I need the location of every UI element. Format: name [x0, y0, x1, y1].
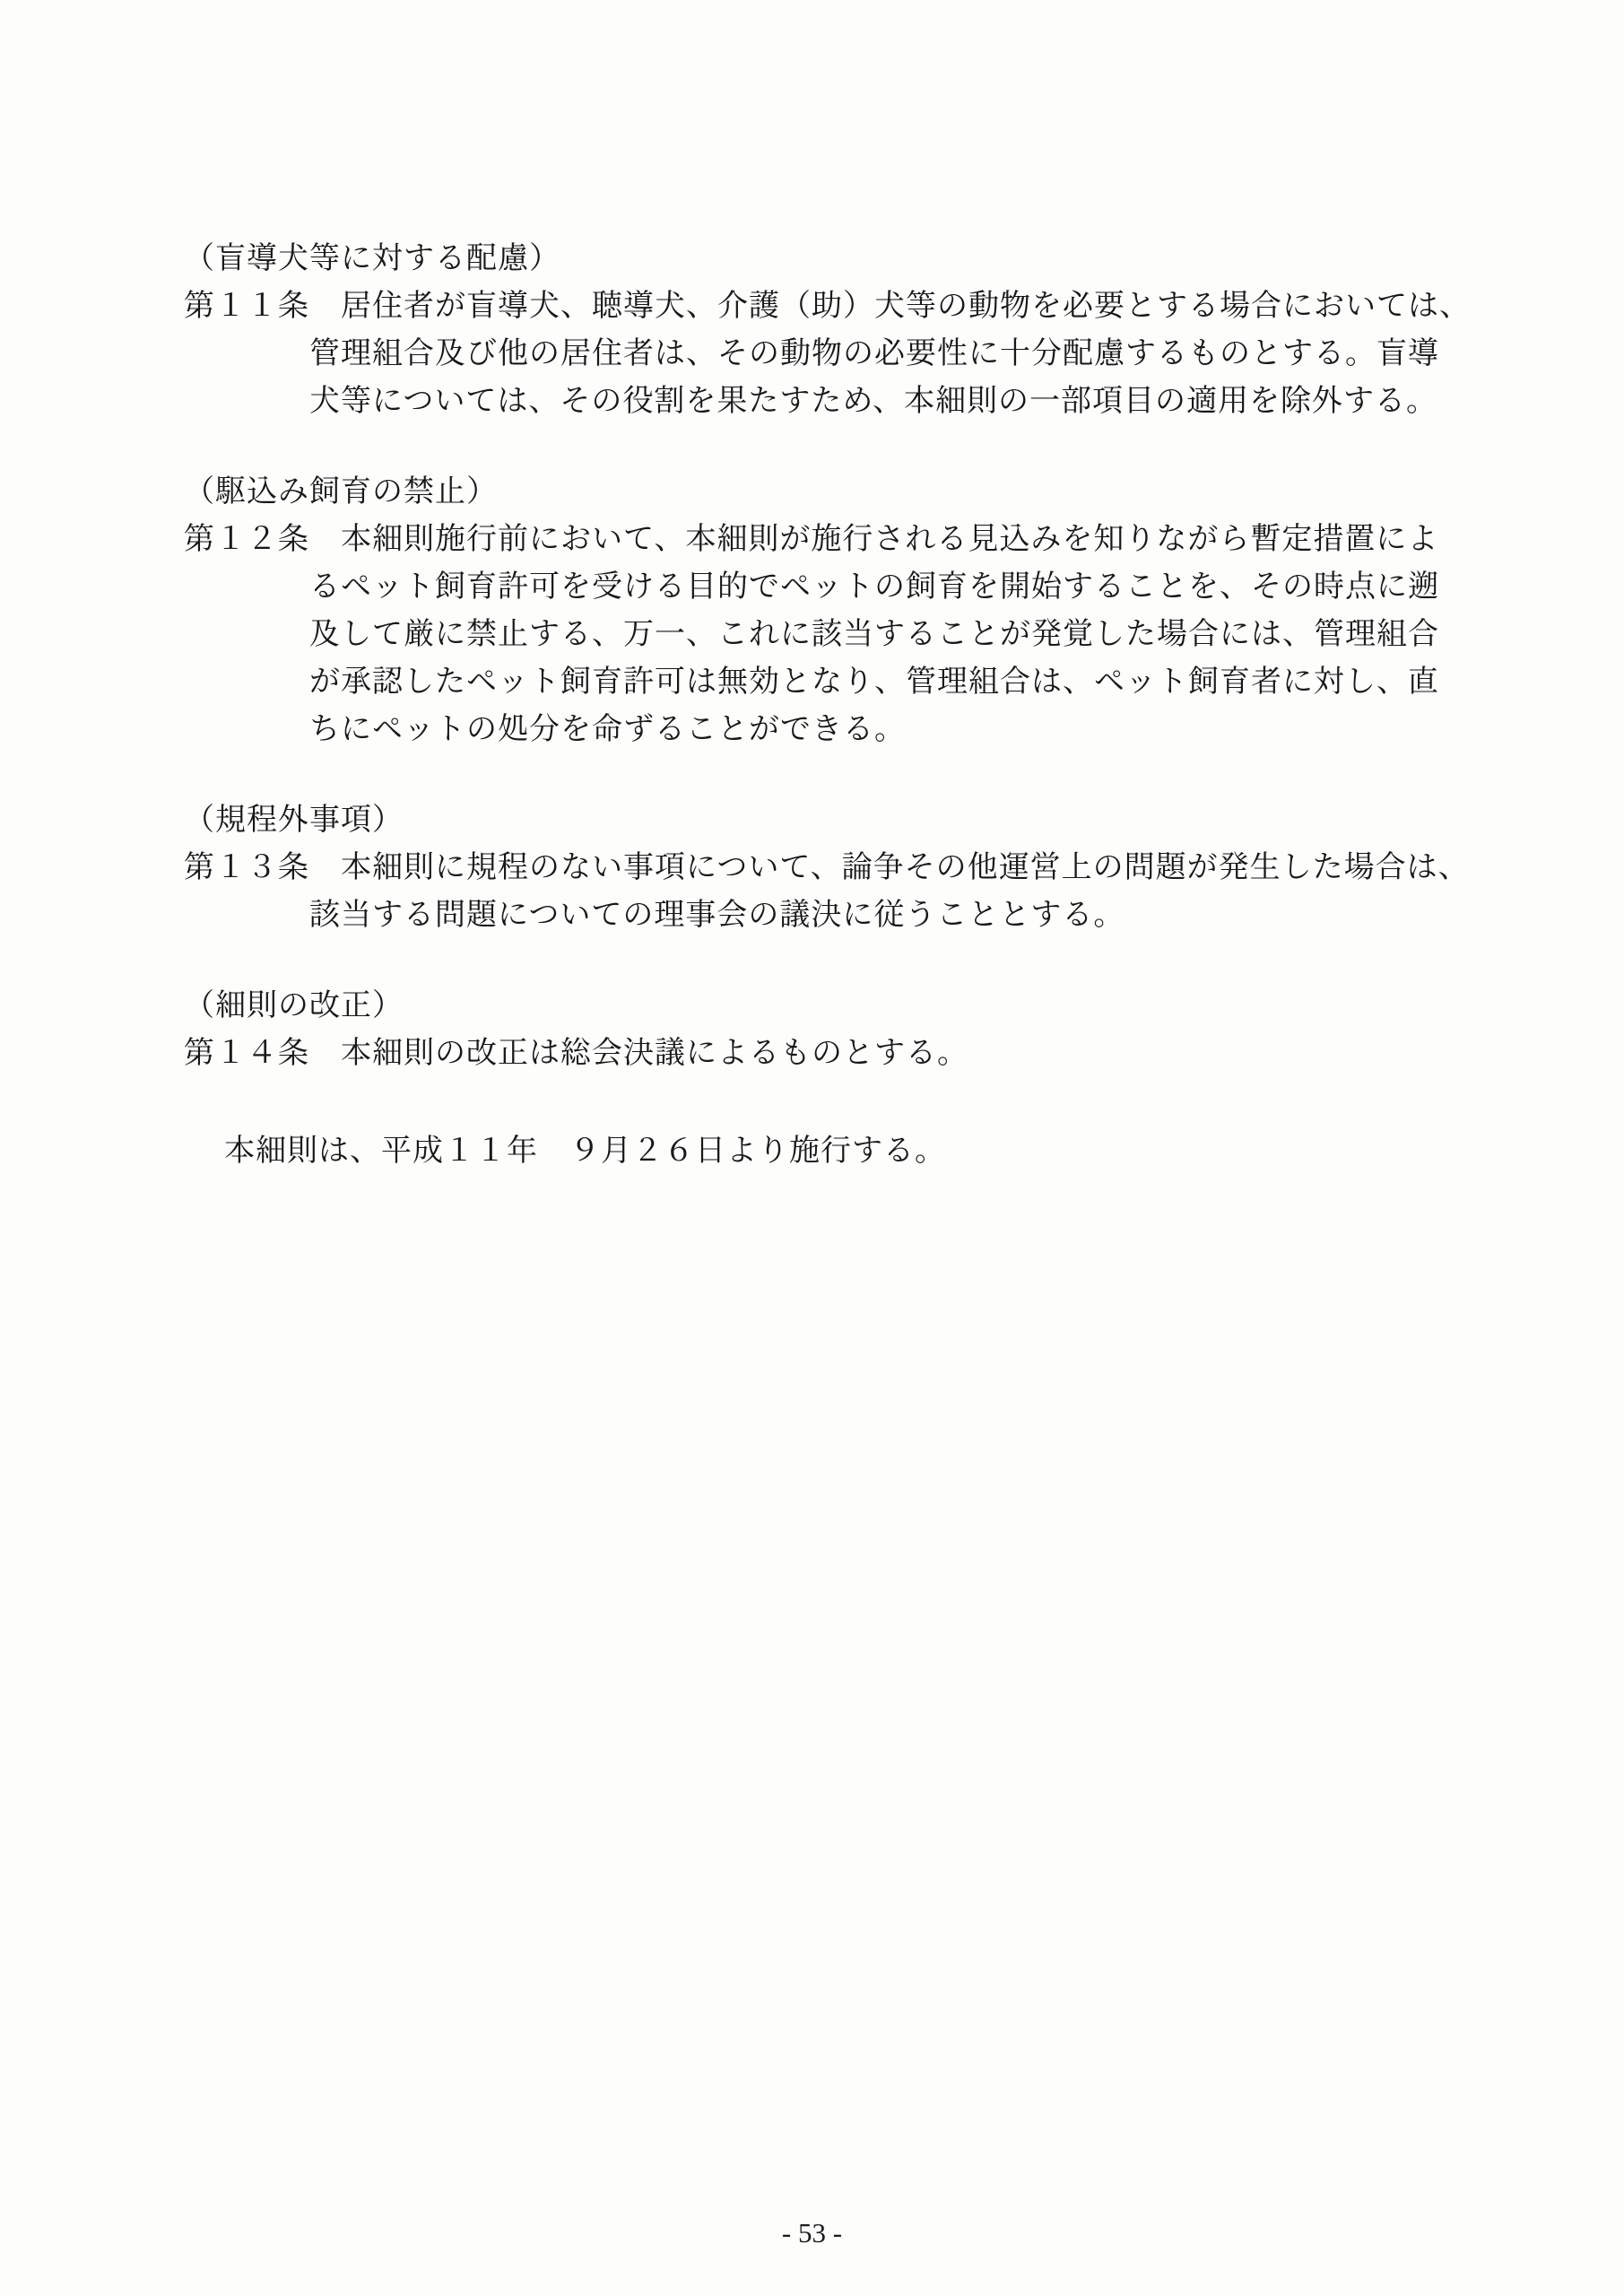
article-line: が承認したペット飼育許可は無効となり、管理組合は、ペット飼育者に対し、直 — [309, 665, 1439, 699]
page-number: - 53 - — [781, 2217, 843, 2248]
article-line: 管理組合及び他の居住者は、その動物の必要性に十分配慮するものとする。盲導 — [309, 336, 1439, 370]
effective-date-note: 本細則は、平成１１年 ９月２６日より施行する。 — [224, 1134, 946, 1168]
section-heading: （盲導犬等に対する配慮） — [184, 241, 560, 275]
section-heading: （細則の改正） — [184, 988, 404, 1022]
section-heading: （規程外事項） — [184, 803, 404, 837]
section-heading: （駆込み飼育の禁止） — [184, 474, 498, 509]
article-line: 第１３条 本細則に規程のない事項について、論争その他運営上の問題が発生した場合は、 — [184, 850, 1470, 884]
article-line: るペット飼育許可を受ける目的でペットの飼育を開始することを、その時点に遡 — [309, 570, 1439, 604]
article-12-section — [0, 468, 1624, 753]
article-line: 及して厳に禁止する、万一、これに該当することが発覚した場合には、管理組合 — [309, 617, 1439, 651]
article-14-section — [0, 982, 1624, 1077]
article-line: 該当する問題についての理事会の議決に従うこととする。 — [309, 898, 1125, 932]
document-body — [0, 235, 1624, 1175]
article-13-section — [0, 796, 1624, 939]
article-line: 第１４条 本細則の改正は総会決議によるものとする。 — [184, 1036, 968, 1070]
article-line: 第１１条 居住者が盲導犬、聴導犬、介護（助）犬等の動物を必要とする場合においては、 — [184, 289, 1471, 323]
article-line: 犬等については、その役割を果たすため、本細則の一部項目の適用を除外する。 — [309, 384, 1437, 418]
article-line: ちにペットの処分を命ずることができる。 — [309, 712, 906, 746]
article-11-section — [0, 235, 1624, 425]
article-line: 第１２条 本細則施行前において、本細則が施行される見込みを知りながら暫定措置によ — [184, 522, 1439, 556]
